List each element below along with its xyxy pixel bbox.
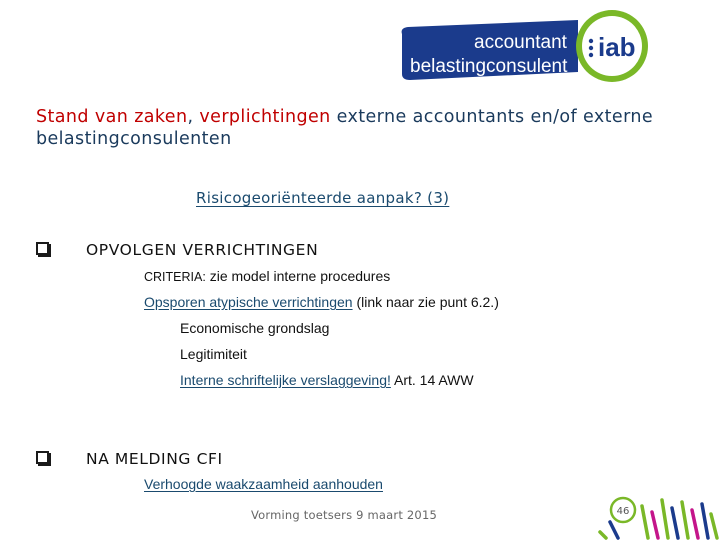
- slide-footer: Vorming toetsers 9 maart 2015: [251, 508, 437, 522]
- atypical-text: (link naar zie punt 6.2.): [352, 294, 499, 310]
- criteria-label: CRITERIA:: [144, 270, 206, 284]
- checkbox-bullet-icon: [36, 451, 49, 464]
- stripe: [610, 522, 618, 538]
- heading-separator: ,: [187, 107, 200, 127]
- stripe: [652, 512, 658, 538]
- heading-part-status: Stand van zaken: [36, 107, 188, 127]
- stripe: [672, 508, 678, 538]
- report-line: [180, 372, 474, 388]
- list-item: Legitimiteit: [180, 346, 247, 362]
- heading-part-rest: externe accountants en/of externe belastingconsulenten: [36, 107, 654, 149]
- iab-logo: [398, 6, 690, 84]
- logo-dot-icon: [589, 46, 593, 50]
- internal-report-link[interactable]: Interne schriftelijke verslaggeving!: [180, 372, 391, 388]
- list-item: Economische grondslag: [180, 320, 330, 336]
- heading-part-obligations: verplichtingen: [199, 107, 331, 127]
- checkbox-bullet-icon: [36, 242, 49, 255]
- criteria-line: [144, 268, 390, 284]
- page-number: 46: [616, 506, 630, 517]
- vigilance-line: [144, 476, 383, 492]
- stripe: [702, 504, 708, 538]
- stripe: [642, 506, 648, 538]
- logo-brand: iab: [598, 32, 636, 62]
- vigilance-link[interactable]: Verhoogde waakzaamheid aanhouden: [144, 476, 383, 492]
- atypical-transactions-link[interactable]: Opsporen atypische verrichtingen: [144, 294, 353, 310]
- logo-text-accountant: accountant: [474, 32, 567, 53]
- logo-text-belastingconsulent: belastingconsulent: [410, 56, 568, 77]
- logo-dot-icon: [589, 53, 593, 57]
- stripe: [711, 514, 717, 538]
- stripe: [662, 500, 668, 538]
- atypical-line: [144, 294, 499, 310]
- stripe: [682, 502, 688, 538]
- slide-subtitle[interactable]: Risicogeoriënteerde aanpak? (3): [196, 189, 450, 207]
- section-title-follow-up: OPVOLGEN VERRICHTINGEN: [86, 241, 319, 259]
- report-text: Art. 14 AWW: [390, 372, 474, 388]
- decorative-stripes: [598, 492, 720, 540]
- stripe: [600, 532, 606, 538]
- section-title-cfi: NA MELDING CFI: [86, 450, 223, 468]
- slide-heading: [36, 106, 696, 150]
- criteria-text: zie model interne procedures: [205, 268, 391, 284]
- logo-dot-icon: [589, 39, 593, 43]
- stripe: [692, 510, 698, 538]
